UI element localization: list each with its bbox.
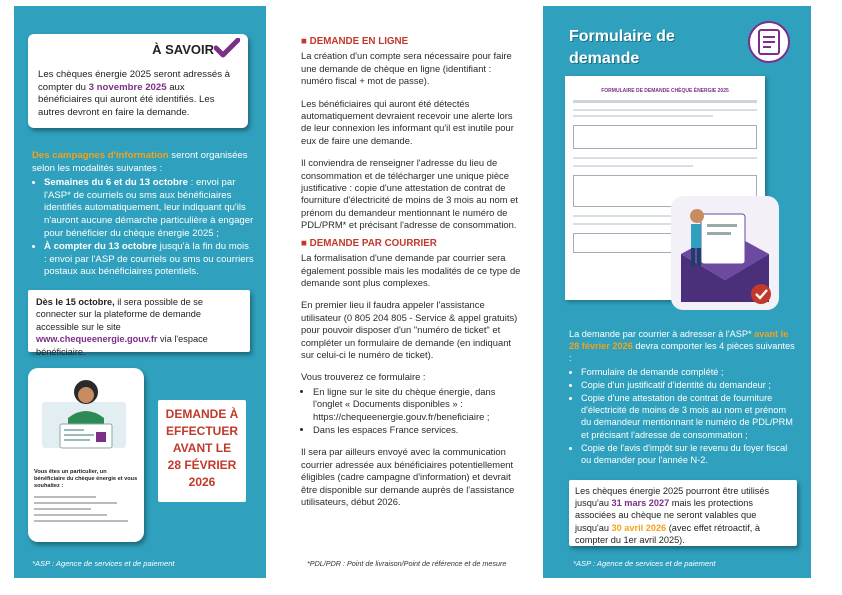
envelope-illustration bbox=[667, 190, 783, 314]
form-location-2: • Dans les espaces France services. bbox=[313, 424, 523, 436]
a-savoir-card bbox=[28, 34, 248, 128]
mail-heading: ■ DEMANDE PAR COURRIER bbox=[301, 237, 437, 249]
form-preview-title: FORMULAIRE DE DEMANDE CHÈQUE ÉNERGIE 2025 bbox=[601, 88, 729, 94]
a-savoir-text: Les chèques énergie 2025 seront adressés à compter du 3 novembre 2025 aux bénéficiaires qui auront été identifiés. Les autres devront en faire la demande. bbox=[38, 69, 231, 118]
footnote-pdl: *PDL/PDR : Point de livraison/Point de référence et de mesure bbox=[307, 559, 507, 568]
online-heading: ■ DEMANDE EN LIGNE bbox=[301, 36, 409, 47]
form-location-1: • En ligne sur le site du chèque énergie, dans l'onglet « Documents disponibles » : https://chequeenergie.gouv.fr/beneficiaire ; bbox=[313, 386, 523, 423]
middle-panel bbox=[287, 6, 535, 578]
form-icon bbox=[747, 20, 791, 64]
checkmark-icon bbox=[214, 38, 240, 58]
person-laptop-illustration bbox=[34, 374, 138, 456]
illustration-list bbox=[34, 496, 138, 522]
campaign-bullet-1: • Semaines du 6 et du 13 octobre : envoi par l'ASP* de courriels ou sms aux bénéficiaires identifiés automatiquement, leur indiquant qu'ils n'auront aucune démarche particulière à engager pour bénéficier du chèque énergie 2025 ; bbox=[44, 177, 254, 240]
form-panel-title: Formulaire de demande bbox=[569, 28, 675, 67]
a-savoir-title: À SAVOIR bbox=[152, 42, 214, 57]
campaign-bullet-2: • À compter du 13 octobre jusqu'à la fin du mois : envoi par l'ASP de courriels ou sms ou courriers postaux aux bénéficiaires potentiels. bbox=[44, 241, 254, 279]
validity-box: Les chèques énergie 2025 pourront être utilisés jusqu'au 31 mars 2027 mais les protections associées au chèque ne seront valables que jusqu'au 30 avril 2026 (avec effet rétroactif, à compter du 1er avril 2025). bbox=[569, 480, 797, 546]
mail-requirements: La demande par courrier à adresser à l'ASP* avant le 28 février 2026 devra comporter les 4 pièces suivantes : • Formulaire de demande complété ; • Copie d'un justificatif d'identité du demandeur ; • Copie d'une attestation de contrat de fourniture d'électricité de moins de 3 mois au nom et prénom du demandeur mentionnant le numéro de PDL/PRM et précisant l'adresse de consommation ; • Copie de l'avis d'impôt sur le revenu du foyer fiscal ou demander pour l'année N-2. bbox=[569, 328, 797, 467]
oct15-box: Dès le 15 octobre, il sera possible de se connecter sur la plateforme de demande accessible sur le site www.chequeenergie.gouv.fr via l'espace bénéficiaire. bbox=[28, 290, 250, 352]
deadline-box: DEMANDE À EFFECTUER AVANT LE 28 FÉVRIER 2026 bbox=[158, 400, 246, 502]
requirement-1: • Formulaire de demande complété ; bbox=[581, 366, 797, 378]
campaigns-section: Des campagnes d'information seront organisées selon les modalités suivantes : • Semaines du 6 et du 13 octobre : envoi par l'ASP* de courriels ou sms aux bénéficiaires identifiés automatiquement, leur indiquant qu'ils n'auront aucune démarche particulière à engager pour bénéficier du chèque énergie 2025 ; • À compter du 13 octobre jusqu'à la fin du mois : envoi par l'ASP de courriels ou sms ou courriers postaux aux bénéficiaires potentiels. bbox=[32, 150, 254, 280]
online-section: ■ DEMANDE EN LIGNE La création d'un compte sera nécessaire pour faire une demande de chèque en ligne (identifiant : numéro fiscal + mot de passe). Les bénéficiaires qui auront été détectés automatiquement devraient recevoir une alerte lors de leur connexion les informant qu'il est inutile pour eux de faire une demande. Il conviendra de renseigner l'adresse du lieu de consommation et de télécharger une unique pièce justificative : copie d'une attestation de contrat de fourniture d'électricité de moins de 3 mois au nom et prénom du demandeur mentionnant le numéro de PDL/PRM* et précisant l'adresse de consommation. ■ DEMANDE PAR COURRIER La formalisation d'une demande par courrier sera également possible mais les modalités de ce type de demande sont plus complexes. En premier lieu il faudra appeler l'assistance utilisateur (0 805 204 805 - Service & appel gratuits) pour pouvoir disposer d'un "numéro de ticket" et compléter un formulaire de demande (en indiquant sur celui-ci le numéro de ticket). Vous trouverez ce formulaire : • En ligne sur le site du chèque énergie, dans l'onglet « Documents disponibles » : https://chequeenergie.gouv.fr/beneficiaire ; • Dans les espaces France services. Il sera par ailleurs envoyé avec la communication courrier adressée aux bénéficiaires potentiellement éligibles (cadre campagne d'information) et devrait être disponible sur demande auprès de l'assistance utilisateurs, début 2026. bbox=[301, 36, 523, 508]
left-panel bbox=[14, 6, 266, 578]
footnote-asp: *ASP : Agence de services et de paiement bbox=[32, 559, 175, 568]
right-panel bbox=[543, 6, 811, 578]
illustration-card bbox=[28, 368, 144, 542]
requirement-2: • Copie d'un justificatif d'identité du demandeur ; bbox=[581, 379, 797, 391]
footnote-asp-right: *ASP : Agence de services et de paiement bbox=[573, 559, 716, 568]
requirement-3: • Copie d'une attestation de contrat de fourniture d'électricité de moins de 3 mois au nom et prénom du demandeur mentionnant le numéro de PDL/PRM et précisant l'adresse de consommation ; bbox=[581, 392, 797, 441]
illustration-caption: Vous êtes un particulier, un bénéficiaire du chèque énergie et vous souhaitez : bbox=[34, 469, 138, 489]
requirement-4: • Copie de l'avis d'impôt sur le revenu du foyer fiscal ou demander pour l'année N-2. bbox=[581, 442, 797, 466]
chequeenergie-link[interactable]: www.chequeenergie.gouv.fr bbox=[36, 334, 158, 345]
